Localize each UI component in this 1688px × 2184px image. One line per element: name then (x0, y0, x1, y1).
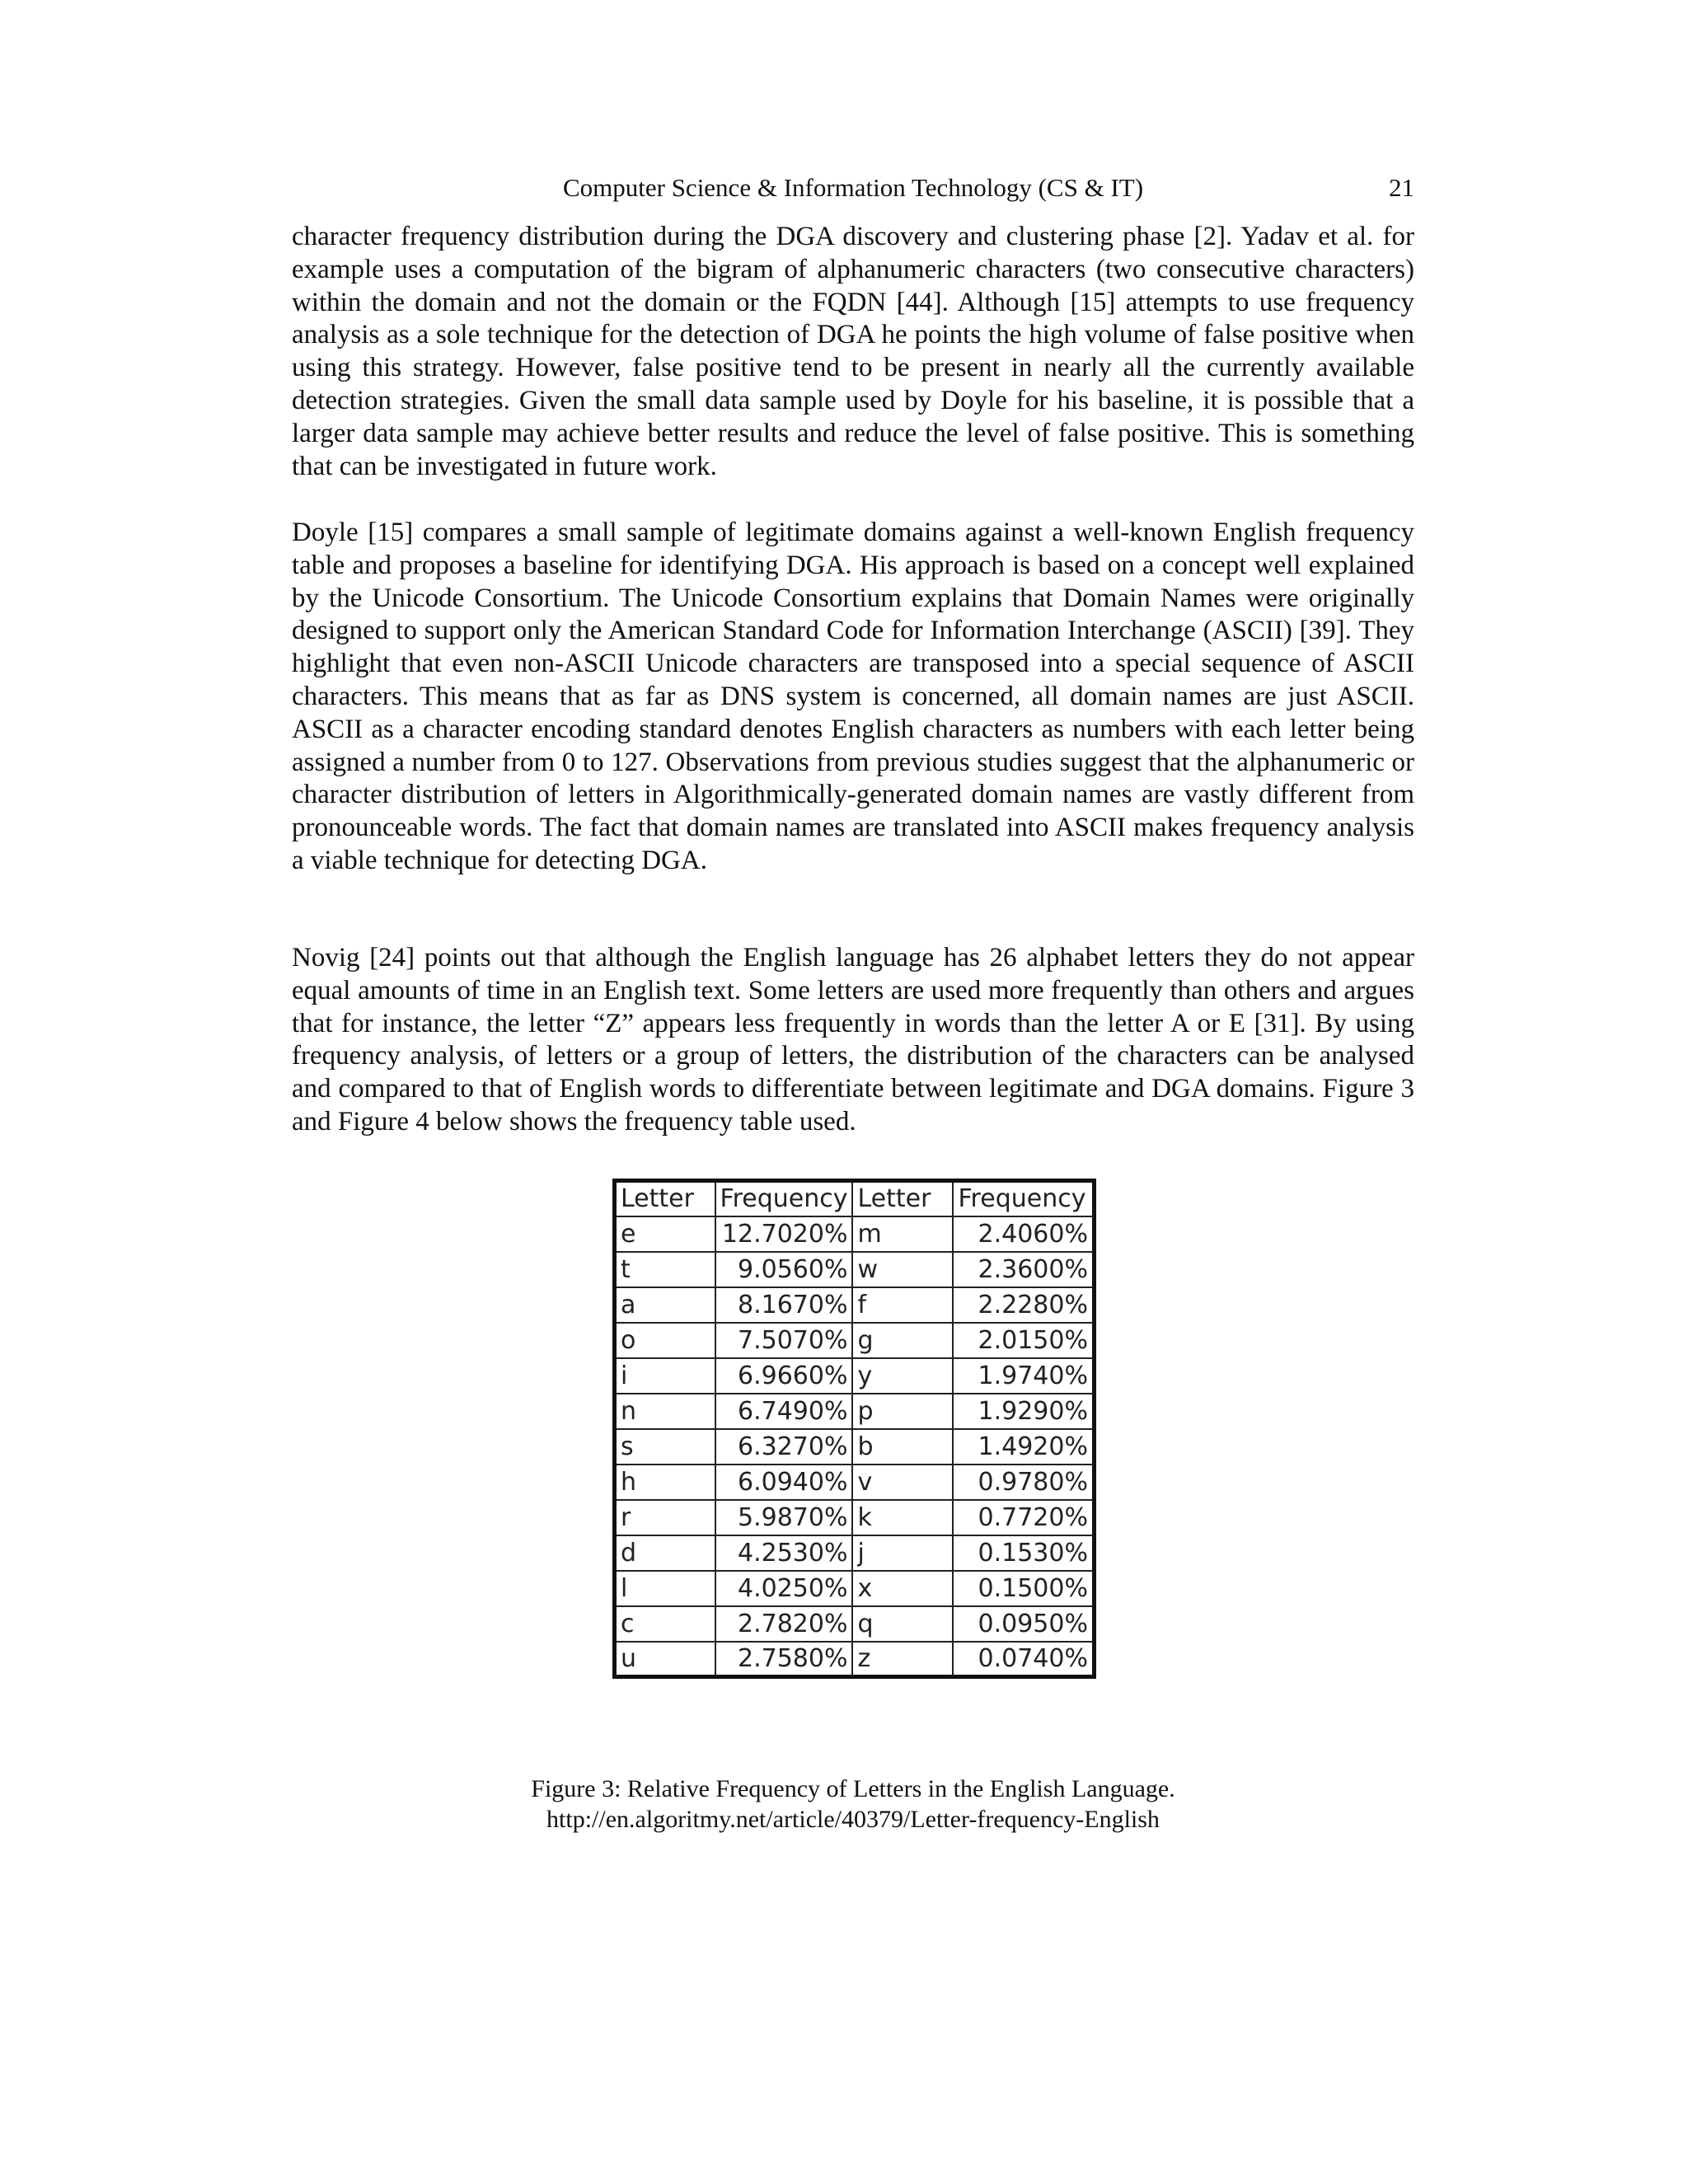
table-row (615, 1429, 1095, 1465)
page-number: 21 (1389, 173, 1414, 202)
figure-source-url: http://en.algoritmy.net/article/40379/Letter-frequency-English (546, 1806, 1160, 1833)
body-paragraph-2: Doyle [15] compares a small sample of legitimate domains against a well-known English frequency table and proposes a baseline for identifying DGA. His approach is based on a concept well explained by the Unicode Consortium. The Unicode Consortium explains that Domain Names were originally designed to support only the American Standard Code for Information Interchange (ASCII) [39]. They highlight that even non-ASCII Unicode characters are transposed into a special sequence of ASCII characters. This means that as far as DNS system is concerned, all domain names are just ASCII. ASCII as a character encoding standard denotes English characters as numbers with each letter being assigned a number from 0 to 127. Observations from previous studies suggest that the alphanumeric or character distribution of letters in Algorithmically-generated domain names are vastly different from pronounceable words. The fact that domain names are translated into ASCII makes frequency analysis a viable technique for detecting DGA. (292, 518, 1414, 875)
letter-cell: r (615, 1500, 715, 1535)
letter-cell: i (615, 1358, 715, 1394)
frequency-cell: 2.4060% (953, 1216, 1094, 1252)
table-row (615, 1216, 1095, 1252)
table-row (615, 1252, 1095, 1287)
letter-cell: u (615, 1642, 715, 1677)
table-row (615, 1323, 1095, 1358)
column-header: Frequency (715, 1181, 853, 1216)
frequency-cell: 12.7020% (715, 1216, 853, 1252)
letter-cell: p (852, 1394, 953, 1429)
letter-frequency-table (612, 1179, 1096, 1679)
table-row (615, 1500, 1095, 1535)
table-row (615, 1358, 1095, 1394)
figure-caption: Figure 3: Relative Frequency of Letters in the English Language. (531, 1775, 1175, 1802)
letter-cell: h (615, 1465, 715, 1500)
letter-cell: d (615, 1535, 715, 1571)
table-header-row (615, 1181, 1095, 1216)
table-row (615, 1535, 1095, 1571)
frequency-cell: 4.2530% (715, 1535, 853, 1571)
table-row (615, 1394, 1095, 1429)
running-title: Computer Science & Information Technology (CS & IT) (562, 173, 1144, 202)
table-row (615, 1287, 1095, 1323)
frequency-cell: 0.7720% (953, 1500, 1094, 1535)
frequency-cell: 2.3600% (953, 1252, 1094, 1287)
letter-cell: a (615, 1287, 715, 1323)
letter-cell: b (852, 1429, 953, 1465)
frequency-cell: 1.9740% (953, 1358, 1094, 1394)
letter-cell: g (852, 1323, 953, 1358)
table-body (615, 1216, 1095, 1677)
letter-cell: w (852, 1252, 953, 1287)
frequency-cell: 2.7580% (715, 1642, 853, 1677)
frequency-cell: 9.0560% (715, 1252, 853, 1287)
letter-cell: k (852, 1500, 953, 1535)
frequency-cell: 0.9780% (953, 1465, 1094, 1500)
frequency-cell: 0.0740% (953, 1642, 1094, 1677)
table-row (615, 1465, 1095, 1500)
frequency-cell: 8.1670% (715, 1287, 853, 1323)
frequency-cell: 0.0950% (953, 1606, 1094, 1642)
table-row (615, 1642, 1095, 1677)
frequency-cell: 2.2280% (953, 1287, 1094, 1323)
frequency-cell: 7.5070% (715, 1323, 853, 1358)
letter-cell: e (615, 1216, 715, 1252)
letter-cell: j (852, 1535, 953, 1571)
column-header: Frequency (953, 1181, 1094, 1216)
letter-cell: s (615, 1429, 715, 1465)
letter-cell: v (852, 1465, 953, 1500)
letter-cell: y (852, 1358, 953, 1394)
letter-cell: t (615, 1252, 715, 1287)
body-paragraph-1: character frequency distribution during the DGA discovery and clustering phase [2]. Yadav et al. for example uses a computation of the bigram of alphanumeric characters (two consecutive characters) within the domain and not the domain or the FQDN [44]. Although [15] attempts to use frequency analysis as a sole technique for the detection of DGA he points the high volume of false positive when using this strategy. However, false positive tend to be present in nearly all the currently available detection strategies. Given the small data sample used by Doyle for his baseline, it is possible that a larger data sample may achieve better results and reduce the level of false positive. This is something that can be investigated in future work. (292, 222, 1414, 481)
letter-cell: o (615, 1323, 715, 1358)
letter-cell: c (615, 1606, 715, 1642)
letter-cell: z (852, 1642, 953, 1677)
frequency-cell: 0.1500% (953, 1571, 1094, 1606)
letter-cell: n (615, 1394, 715, 1429)
frequency-cell: 1.4920% (953, 1429, 1094, 1465)
letter-cell: m (852, 1216, 953, 1252)
frequency-cell: 6.7490% (715, 1394, 853, 1429)
letter-cell: x (852, 1571, 953, 1606)
frequency-cell: 2.0150% (953, 1323, 1094, 1358)
frequency-cell: 1.9290% (953, 1394, 1094, 1429)
frequency-cell: 4.0250% (715, 1571, 853, 1606)
frequency-cell: 6.9660% (715, 1358, 853, 1394)
column-header: Letter (615, 1181, 715, 1216)
frequency-cell: 0.1530% (953, 1535, 1094, 1571)
column-header: Letter (852, 1181, 953, 1216)
frequency-cell: 2.7820% (715, 1606, 853, 1642)
frequency-cell: 6.3270% (715, 1429, 853, 1465)
frequency-cell: 6.0940% (715, 1465, 853, 1500)
frequency-cell: 5.9870% (715, 1500, 853, 1535)
letter-cell: l (615, 1571, 715, 1606)
table-row (615, 1606, 1095, 1642)
letter-cell: f (852, 1287, 953, 1323)
page-header (292, 173, 1414, 208)
body-paragraph-3: Novig [24] points out that although the English language has 26 alphabet letters they do not appear equal amounts of time in an English text. Some letters are used more frequently than others and argues that for instance, the letter “Z” appears less frequently in words than the letter A or E [31]. By using frequency analysis, of letters or a group of letters, the distribution of the characters can be analysed and compared to that of English words to differentiate between legitimate and DGA domains. Figure 3 and Figure 4 below shows the frequency table used. (292, 943, 1414, 1137)
table-row (615, 1571, 1095, 1606)
letter-cell: q (852, 1606, 953, 1642)
